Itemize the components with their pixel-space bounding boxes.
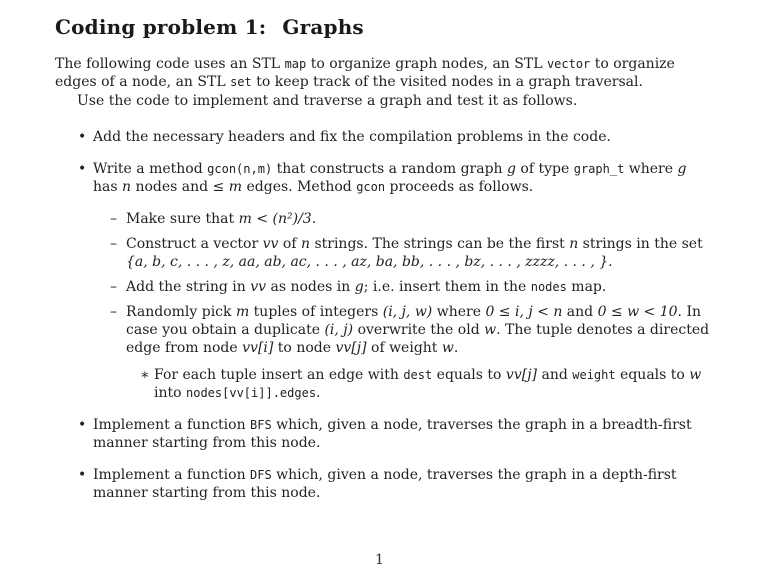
dash-icon: – bbox=[110, 279, 117, 295]
bullet-icon: • bbox=[78, 467, 87, 483]
dash-icon: – bbox=[110, 236, 117, 252]
dash-icon: – bbox=[110, 211, 117, 227]
code-bfs: BFS bbox=[250, 418, 272, 432]
intro-paragraph: The following code uses an STL map to organize graph nodes, an STL vector to organize edges of a node, an STL set to keep track of the visited nodes in a graph traversal. bbox=[55, 56, 675, 90]
code-set: set bbox=[230, 75, 252, 89]
bullet-icon: • bbox=[78, 161, 87, 177]
code-weight: weight bbox=[572, 368, 616, 382]
document-page bbox=[55, 0, 710, 585]
code-vector: vector bbox=[546, 57, 591, 71]
sub-item-condition: – Make sure that m < (n²)/3. bbox=[110, 211, 317, 227]
subsub-item-edge: ∗ For each tuple insert an edge with dest equals to vv[j] and weight equals to w into nodes[vv[i]].edges. bbox=[140, 367, 702, 401]
code-gcon: gcon bbox=[356, 180, 386, 194]
section-name: Graphs bbox=[282, 15, 364, 39]
page-number: 1 bbox=[375, 552, 384, 568]
intro-paragraph-2: Use the code to implement and traverse a graph and test it as follows. bbox=[77, 93, 578, 109]
bullet-icon: • bbox=[78, 129, 87, 145]
code-map: map bbox=[284, 57, 307, 71]
sub-item-nodes: – Add the string in vv as nodes in g; i.e. insert them in the nodes map. bbox=[110, 279, 607, 295]
sub-item-tuples: – Randomly pick m tuples of integers (i, j, w) where 0 ≤ i, j < n and 0 ≤ w < 10. In case you obtain a duplicate (i, j) overwrite the old w. The tuple denotes a directed edge from node vv[i] to node vv[j] of weight w. bbox=[110, 304, 710, 356]
list-item-headers: • Add the necessary headers and fix the compilation problems in the code. bbox=[78, 129, 611, 145]
list-item-bfs: • Implement a function BFS which, given a node, traverses the graph in a breadth-first manner starting from this node. bbox=[78, 417, 692, 451]
list-item-dfs: • Implement a function DFS which, given a node, traverses the graph in a depth-first manner starting from this node. bbox=[78, 467, 677, 501]
code-edges: nodes[vv[i]].edges bbox=[186, 386, 317, 400]
list-item-gcon: • Write a method gcon(n,m) that constructs a random graph g of type graph_t where g has n nodes and ≤ m edges. Method gcon proceeds as follows. bbox=[78, 161, 687, 195]
asterisk-icon: ∗ bbox=[140, 367, 150, 383]
sub-item-vector: – Construct a vector vv of n strings. The strings can be the first n strings in the set {a, b, c, . . . , z, aa, ab, ac, . . . , az, ba, bb, . . . , bz, . . . , zzzz, . . . , }. bbox=[110, 236, 703, 270]
code-graph-t: graph_t bbox=[573, 162, 625, 176]
section-title bbox=[55, 15, 364, 39]
code-gcon-nm: gcon(n,m) bbox=[207, 162, 273, 176]
code-dest: dest bbox=[403, 368, 433, 382]
dash-icon: – bbox=[110, 304, 117, 320]
section-number: Coding problem 1: bbox=[55, 15, 267, 39]
string-set: {a, b, c, . . . , z, aa, ab, ac, . . . , az, ba, bb, . . . , bz, . . . , zzzz, . . . , }. bbox=[126, 254, 613, 270]
bullet-icon: • bbox=[78, 417, 87, 433]
code-nodes: nodes bbox=[530, 280, 567, 294]
code-dfs: DFS bbox=[250, 468, 272, 482]
